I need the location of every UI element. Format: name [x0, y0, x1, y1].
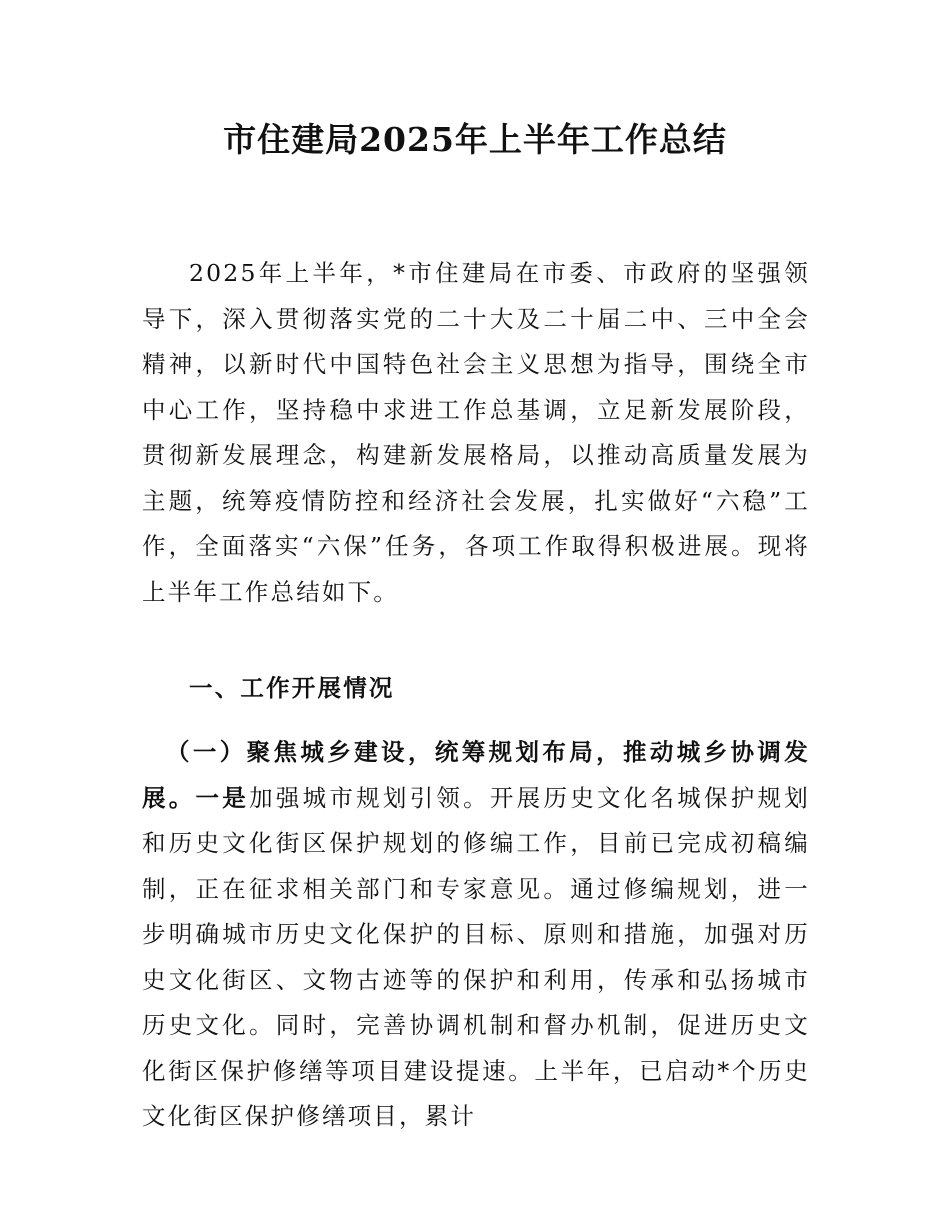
subsection-body: 加强城市规划引领。开展历史文化名城保护规划和历史文化街区保护规划的修编工作，目前已完成初稿编制，正在征求相关部门和专家意见。通过修编规划，进一步明确城市历史文化保护的目标、原则和措施，加强对历史文化街区、文物古迹等的保护和利用，传承和弘扬城市历史文化。同时，完善协调机制和督办机制，促进历史文化街区保护修缮等项目建设提速。上半年，已启动*个历史文化街区保护修缮项目，累计: [142, 783, 810, 1130]
subsection-paragraph: [142, 730, 810, 1140]
subsection-lead-label: 一是: [195, 783, 250, 812]
document-title: 市住建局2025年上半年工作总结: [223, 120, 727, 159]
intro-paragraph: 2025年上半年，*市住建局在市委、市政府的坚强领导下，深入贯彻落实党的二十大及二十届二中、三中全会精神，以新时代中国特色社会主义思想为指导，围绕全市中心工作，坚持稳中求进工作总基调，立足新发展阶段，贯彻新发展理念，构建新发展格局，以推动高质量发展为主题，统筹疫情防控和经济社会发展，扎实做好“六稳”工作，全面落实“六保”任务，各项工作取得积极进展。现将上半年工作总结如下。: [142, 259, 810, 606]
section-heading: 一、工作开展情况: [189, 674, 395, 702]
subsection-heading: （一）聚焦城乡建设，统筹规划布局，推动城乡协调发展。: [142, 738, 810, 812]
